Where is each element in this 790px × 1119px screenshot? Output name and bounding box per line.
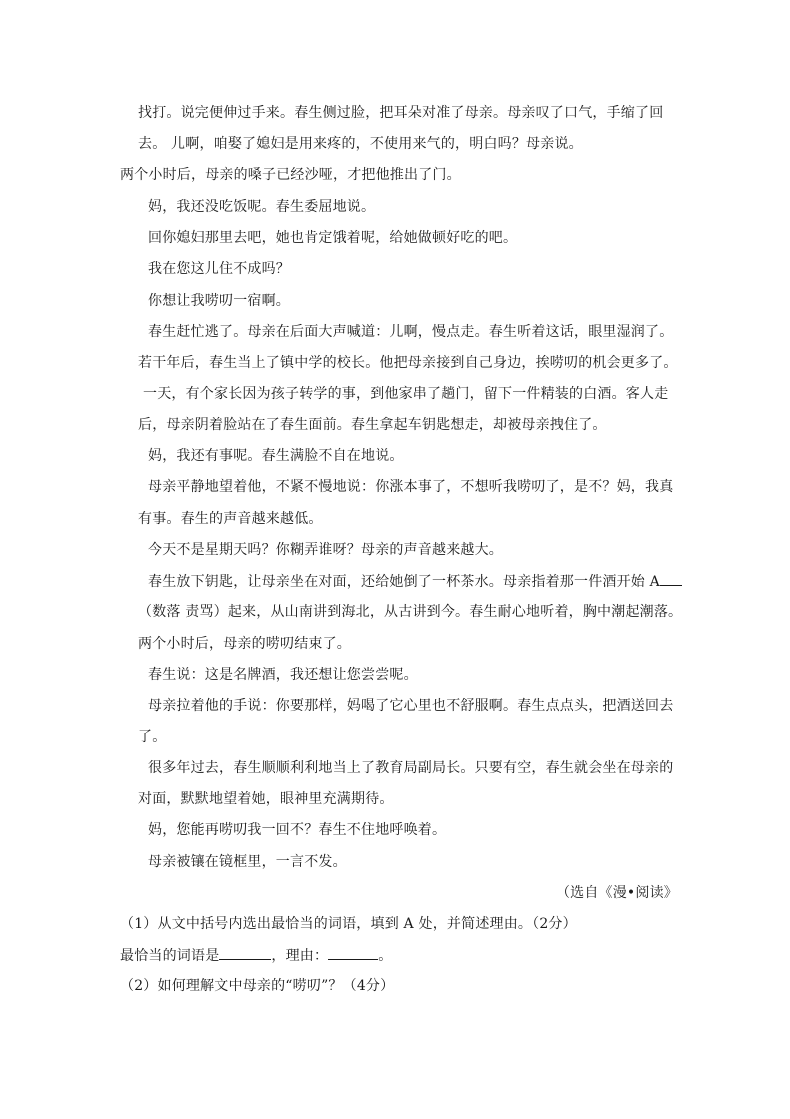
story-line: 回你媳妇那里去吧，她也肯定饿着呢，给她做顿好吃的吧。 (148, 230, 518, 246)
story-line-text: 春生放下钥匙，让母亲坐在对面，还给她倒了一杯茶水。母亲指着那一件酒开始 A (148, 574, 660, 590)
story-line: 了。 (138, 729, 167, 745)
story-line: 春生说：这是名牌酒，我还想让您尝尝呢。 (148, 667, 418, 683)
question-2: （2）如何理解文中母亲的“唠叨”？（4分） (120, 978, 395, 994)
answer-blank (219, 946, 271, 960)
story-line: 妈，我还没吃饭呢。春生委屈地说。 (148, 199, 376, 215)
story-line: （数落 责骂）起来，从山南讲到海北，从古讲到今。春生耐心地听着，胸中潮起潮落。 (138, 604, 683, 620)
story-line: 有事。春生的声音越来越低。 (138, 511, 323, 527)
story-line: 对面，默默地望着她，眼神里充满期待。 (138, 791, 394, 807)
story-line: 后，母亲阴着脸站在了春生面前。春生拿起车钥匙想走，却被母亲拽住了。 (138, 417, 607, 433)
blank-a (660, 572, 682, 586)
answer-end: 。 (378, 948, 393, 964)
source-attribution: （选自《漫•阅读》 (555, 885, 678, 901)
story-line: 你想让我唠叨一宿啊。 (148, 293, 290, 309)
story-line: 找打。说完便伸过手来。春生侧过脸，把耳朵对准了母亲。母亲叹了口气，手缩了回 (138, 105, 664, 121)
story-line: 母亲平静地望着他，不紧不慢地说：你涨本事了，不想听我唠叨了，是不？妈，我真 (148, 479, 674, 495)
story-line: 妈，我还有事呢。春生满脸不自在地说。 (148, 448, 404, 464)
story-line (148, 572, 682, 591)
question-1-answer (120, 946, 392, 965)
story-line: 母亲拉着他的手说：你要那样，妈喝了它心里也不舒服啊。春生点点头，把酒送回去 (148, 698, 674, 714)
question-1: （1）从文中括号内选出最恰当的词语，填到 A 处，并简述理由。（2分） (120, 916, 577, 932)
story-line: 很多年过去，春生顺顺利利地当上了教育局副局长。只要有空，春生就会坐在母亲的 (148, 760, 674, 776)
story-line: 今天不是星期天吗？你糊弄谁呀？母亲的声音越来越大。 (148, 542, 503, 558)
answer-label: 最恰当的词语是 (120, 948, 220, 964)
story-line: 两个小时后，母亲的唠叨结束了。 (138, 636, 351, 652)
reason-blank (328, 946, 378, 960)
story-line: 去。 儿啊，咱娶了媳妇是用来疼的，不使用来气的，明白吗？母亲说。 (138, 136, 583, 152)
story-line: 母亲被镶在镜框里，一言不发。 (148, 854, 347, 870)
story-line: 我在您这儿住不成吗？ (148, 261, 290, 277)
story-line: 一天，有个家长因为孩子转学的事，到他家串了趟门，留下一件精装的白酒。客人走 (143, 386, 669, 402)
story-line: 两个小时后，母亲的嗓子已经沙哑，才把他推出了门。 (120, 167, 461, 183)
reason-label: ，理由： (271, 948, 329, 964)
story-line: 春生赶忙逃了。母亲在后面大声喊道：儿啊，慢点走。春生听着这话，眼里湿润了。 (148, 324, 674, 340)
story-line: 若干年后，春生当上了镇中学的校长。他把母亲接到自己身边，挨唠叨的机会更多了。 (138, 355, 678, 371)
story-line: 妈，您能再唠叨我一回不？春生不住地呼唤着。 (148, 822, 447, 838)
